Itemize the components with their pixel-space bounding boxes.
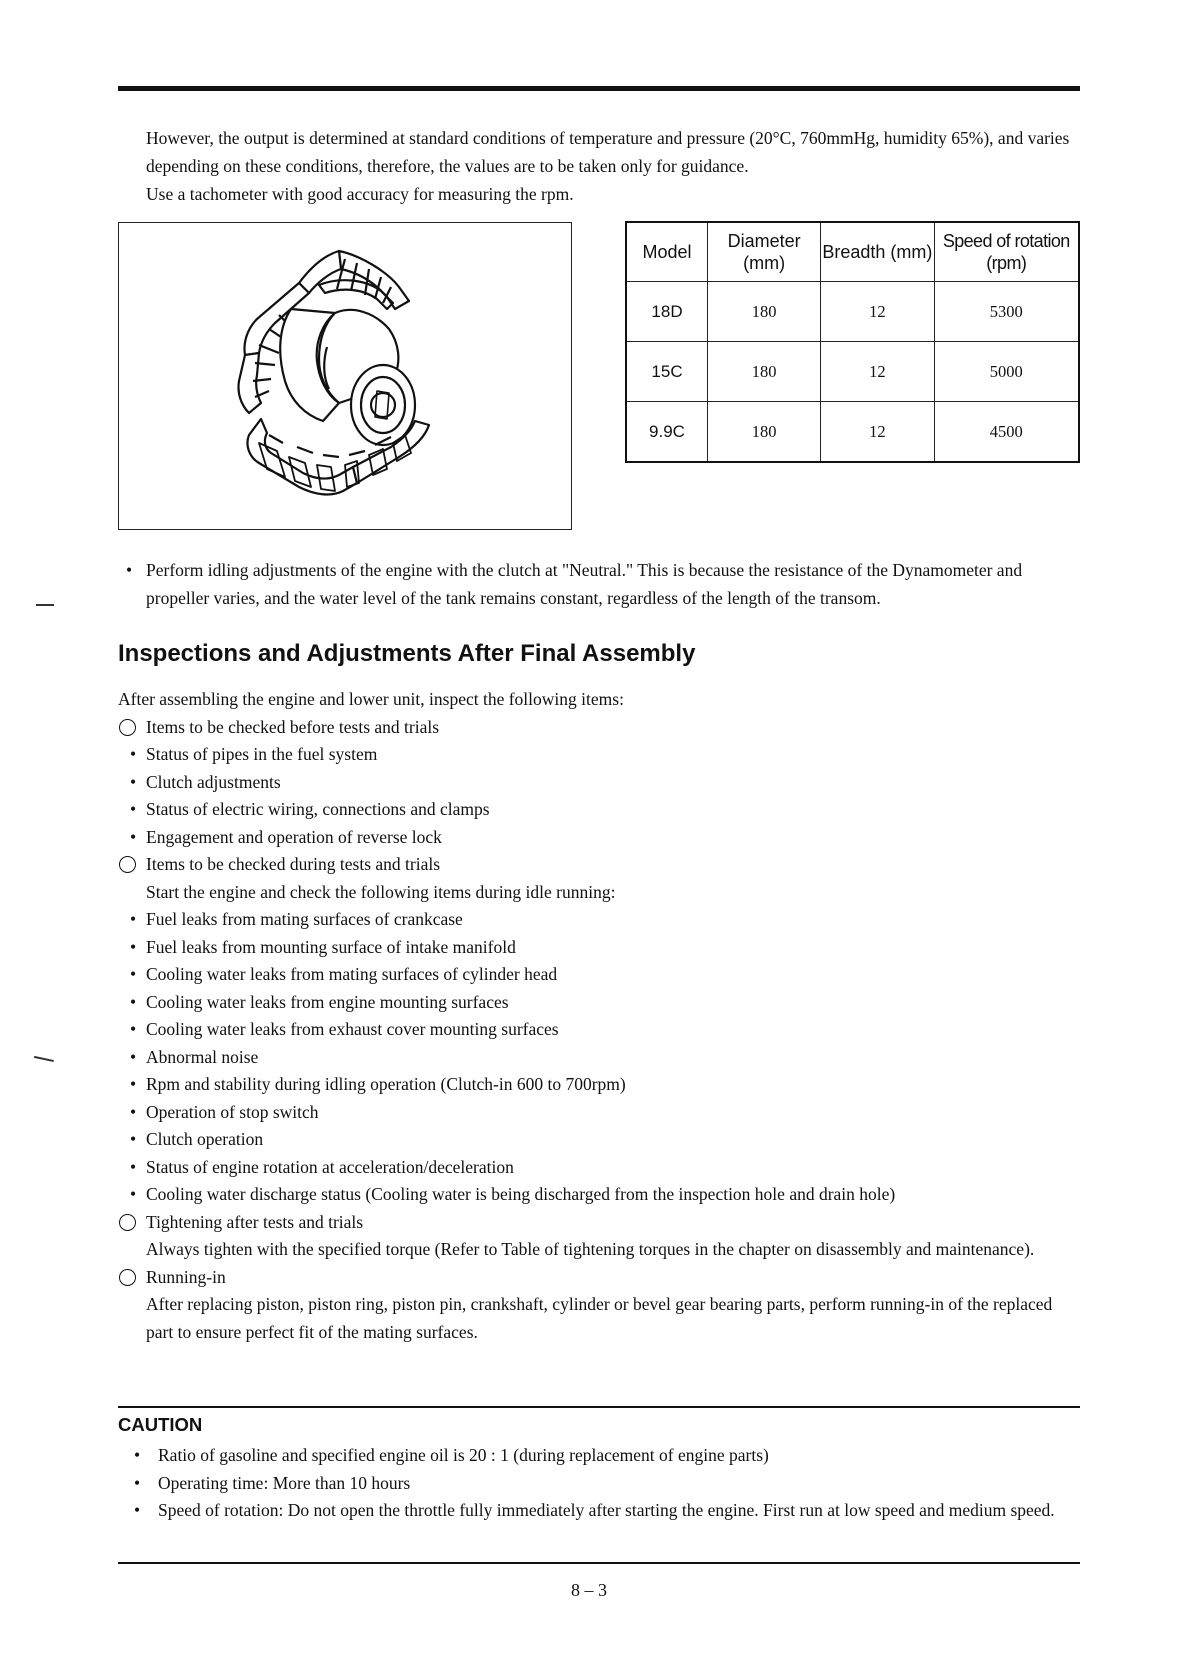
- table-row: [626, 282, 1079, 342]
- bullet-mark: •: [130, 1129, 137, 1149]
- cell-diameter: 180: [708, 342, 821, 402]
- list-item: [132, 1442, 1080, 1470]
- list-item-text: Fuel leaks from mounting surface of intake manifold: [146, 936, 516, 957]
- section-heading: Inspections and Adjustments After Final Assembly: [118, 640, 696, 667]
- list-item: [118, 1071, 1080, 1099]
- circle-marker: [119, 1214, 136, 1231]
- group-during-tests: [118, 851, 1080, 879]
- figure-box: [118, 222, 572, 530]
- cell-speed: 5300: [934, 282, 1079, 342]
- bullet-mark: •: [130, 1074, 137, 1094]
- cell-model: 15C: [626, 342, 708, 402]
- caution-list: [132, 1442, 1080, 1525]
- group-title: Running-in: [146, 1266, 226, 1287]
- circle-marker: [119, 856, 136, 873]
- list-item-text: Rpm and stability during idling operation (Clutch-in 600 to 700rpm): [146, 1074, 626, 1094]
- list-item: [118, 1126, 1080, 1154]
- table-row: [626, 402, 1079, 463]
- header-breadth: Breadth (mm): [821, 222, 934, 282]
- cell-diameter: 180: [708, 282, 821, 342]
- list-item-text: Cooling water discharge status (Cooling water is being discharged from the inspection hole and drain hole): [146, 1184, 896, 1204]
- list-item: [132, 1470, 1080, 1498]
- list-item: [118, 824, 1080, 852]
- list-item-text: Status of electric wiring, connections and clamps: [146, 799, 490, 819]
- group-subtitle: Start the engine and check the following items during idle running:: [146, 881, 616, 902]
- list-item-text: Clutch operation: [146, 1129, 264, 1149]
- cell-speed: 5000: [934, 342, 1079, 402]
- cell-model: 9.9C: [626, 402, 708, 463]
- bullet-mark: •: [130, 1046, 137, 1067]
- group-title: Items to be checked during tests and trials: [146, 854, 441, 874]
- list-item-text: Ratio of gasoline and specified engine oil is 20 : 1 (during replacement of engine parts): [158, 1445, 769, 1465]
- checklist-intro: After assembling the engine and lower unit, inspect the following items:: [118, 689, 624, 709]
- group-body: After replacing piston, piston ring, piston pin, crankshaft, cylinder or bevel gear bearing parts, perform running-in of the replaced part to ensure perfect fit of the mating surfaces.: [146, 1294, 1053, 1342]
- caution-bottom-rule: [118, 1562, 1080, 1564]
- list-item-text: Cooling water leaks from mating surfaces of cylinder head: [146, 964, 558, 984]
- list-item-text: Cooling water leaks from engine mounting surfaces: [146, 991, 509, 1012]
- bullet-mark: •: [126, 560, 133, 580]
- bullet-mark: •: [130, 744, 137, 764]
- group-title: Tightening after tests and trials: [146, 1211, 364, 1232]
- list-item: [118, 1099, 1080, 1127]
- group-running-in: [118, 1264, 1080, 1292]
- bullet-mark: •: [130, 936, 137, 957]
- idling-note-text: Perform idling adjustments of the engine with the clutch at "Neutral." This is because the resistance of the Dynamometer and propeller varies, and the water level of the tank remains constant, regardless of the length of the transom.: [146, 560, 1023, 608]
- list-item: [118, 796, 1080, 824]
- rotation-spec-table: [625, 221, 1080, 463]
- group-title: Items to be checked before tests and trials: [146, 716, 440, 737]
- list-item: [132, 1497, 1080, 1525]
- intro-line-tachometer: Use a tachometer with good accuracy for measuring the rpm.: [146, 184, 574, 204]
- top-rule: [118, 86, 1080, 91]
- margin-mark: [34, 1056, 54, 1062]
- list-item: [118, 1044, 1080, 1072]
- cell-breadth: 12: [821, 342, 934, 402]
- propeller-dynamometer-icon: [219, 243, 459, 513]
- caution-top-rule: [118, 1406, 1080, 1408]
- list-item: [118, 769, 1080, 797]
- table-row: [626, 342, 1079, 402]
- list-item-text: Engagement and operation of reverse lock: [146, 826, 442, 847]
- bullet-mark: •: [130, 909, 137, 929]
- bullet-mark: •: [134, 1500, 141, 1520]
- bullet-mark: •: [130, 826, 137, 847]
- intro-line-conditions: However, the output is determined at standard conditions of temperature and pressure (20°C, 760mmHg, humidity 65%), and varies depending on these conditions, therefore, the values are to be taken only for guidance.: [146, 128, 1070, 176]
- list-item: [118, 1016, 1080, 1044]
- group-tightening: [118, 1209, 1080, 1237]
- idling-note: [126, 556, 1080, 612]
- bullet-mark: •: [134, 1445, 141, 1465]
- bullet-mark: •: [130, 1156, 137, 1177]
- list-item: [118, 741, 1080, 769]
- margin-mark: [36, 604, 54, 606]
- list-item-text: Abnormal noise: [146, 1046, 259, 1067]
- header-diameter: Diameter (mm): [708, 222, 821, 282]
- intro-paragraph: [146, 124, 1080, 208]
- list-item: [118, 989, 1080, 1017]
- list-item-text: Cooling water leaks from exhaust cover mounting surfaces: [146, 1019, 559, 1039]
- bullet-mark: •: [130, 1101, 137, 1122]
- bullet-mark: •: [130, 771, 137, 792]
- list-item-text: Status of pipes in the fuel system: [146, 744, 378, 764]
- group-before-tests: [118, 714, 1080, 742]
- list-item: [118, 1181, 1080, 1209]
- table-header-row: [626, 222, 1079, 282]
- header-model: Model: [626, 222, 708, 282]
- inspection-checklist: [118, 686, 1080, 1346]
- list-item-text: Operating time: More than 10 hours: [158, 1472, 411, 1493]
- list-item: [118, 906, 1080, 934]
- cell-speed: 4500: [934, 402, 1079, 463]
- cell-breadth: 12: [821, 402, 934, 463]
- header-speed: Speed of rotation (rpm): [934, 222, 1079, 282]
- list-item: [118, 1154, 1080, 1182]
- list-item-text: Fuel leaks from mating surfaces of crankcase: [146, 909, 463, 929]
- bullet-mark: •: [130, 1019, 137, 1039]
- bullet-mark: •: [130, 991, 137, 1012]
- list-item-text: Status of engine rotation at acceleration/deceleration: [146, 1156, 514, 1177]
- bullet-mark: •: [130, 1184, 137, 1204]
- list-item-text: Speed of rotation: Do not open the throttle fully immediately after starting the engine. First run at low speed and medium speed.: [158, 1500, 1055, 1520]
- group-body: Always tighten with the specified torque (Refer to Table of tightening torques in the chapter on disassembly and maintenance).: [146, 1239, 1035, 1259]
- cell-model: 18D: [626, 282, 708, 342]
- page-number: 8 – 3: [571, 1580, 607, 1600]
- bullet-mark: •: [130, 799, 137, 819]
- circle-marker: [119, 719, 136, 736]
- list-item: [118, 961, 1080, 989]
- list-item: [118, 934, 1080, 962]
- cell-breadth: 12: [821, 282, 934, 342]
- bullet-mark: •: [130, 964, 137, 984]
- circle-marker: [119, 1269, 136, 1286]
- bullet-mark: •: [134, 1472, 141, 1493]
- cell-diameter: 180: [708, 402, 821, 463]
- caution-title: CAUTION: [118, 1414, 203, 1435]
- list-item-text: Operation of stop switch: [146, 1101, 319, 1122]
- list-item-text: Clutch adjustments: [146, 771, 281, 792]
